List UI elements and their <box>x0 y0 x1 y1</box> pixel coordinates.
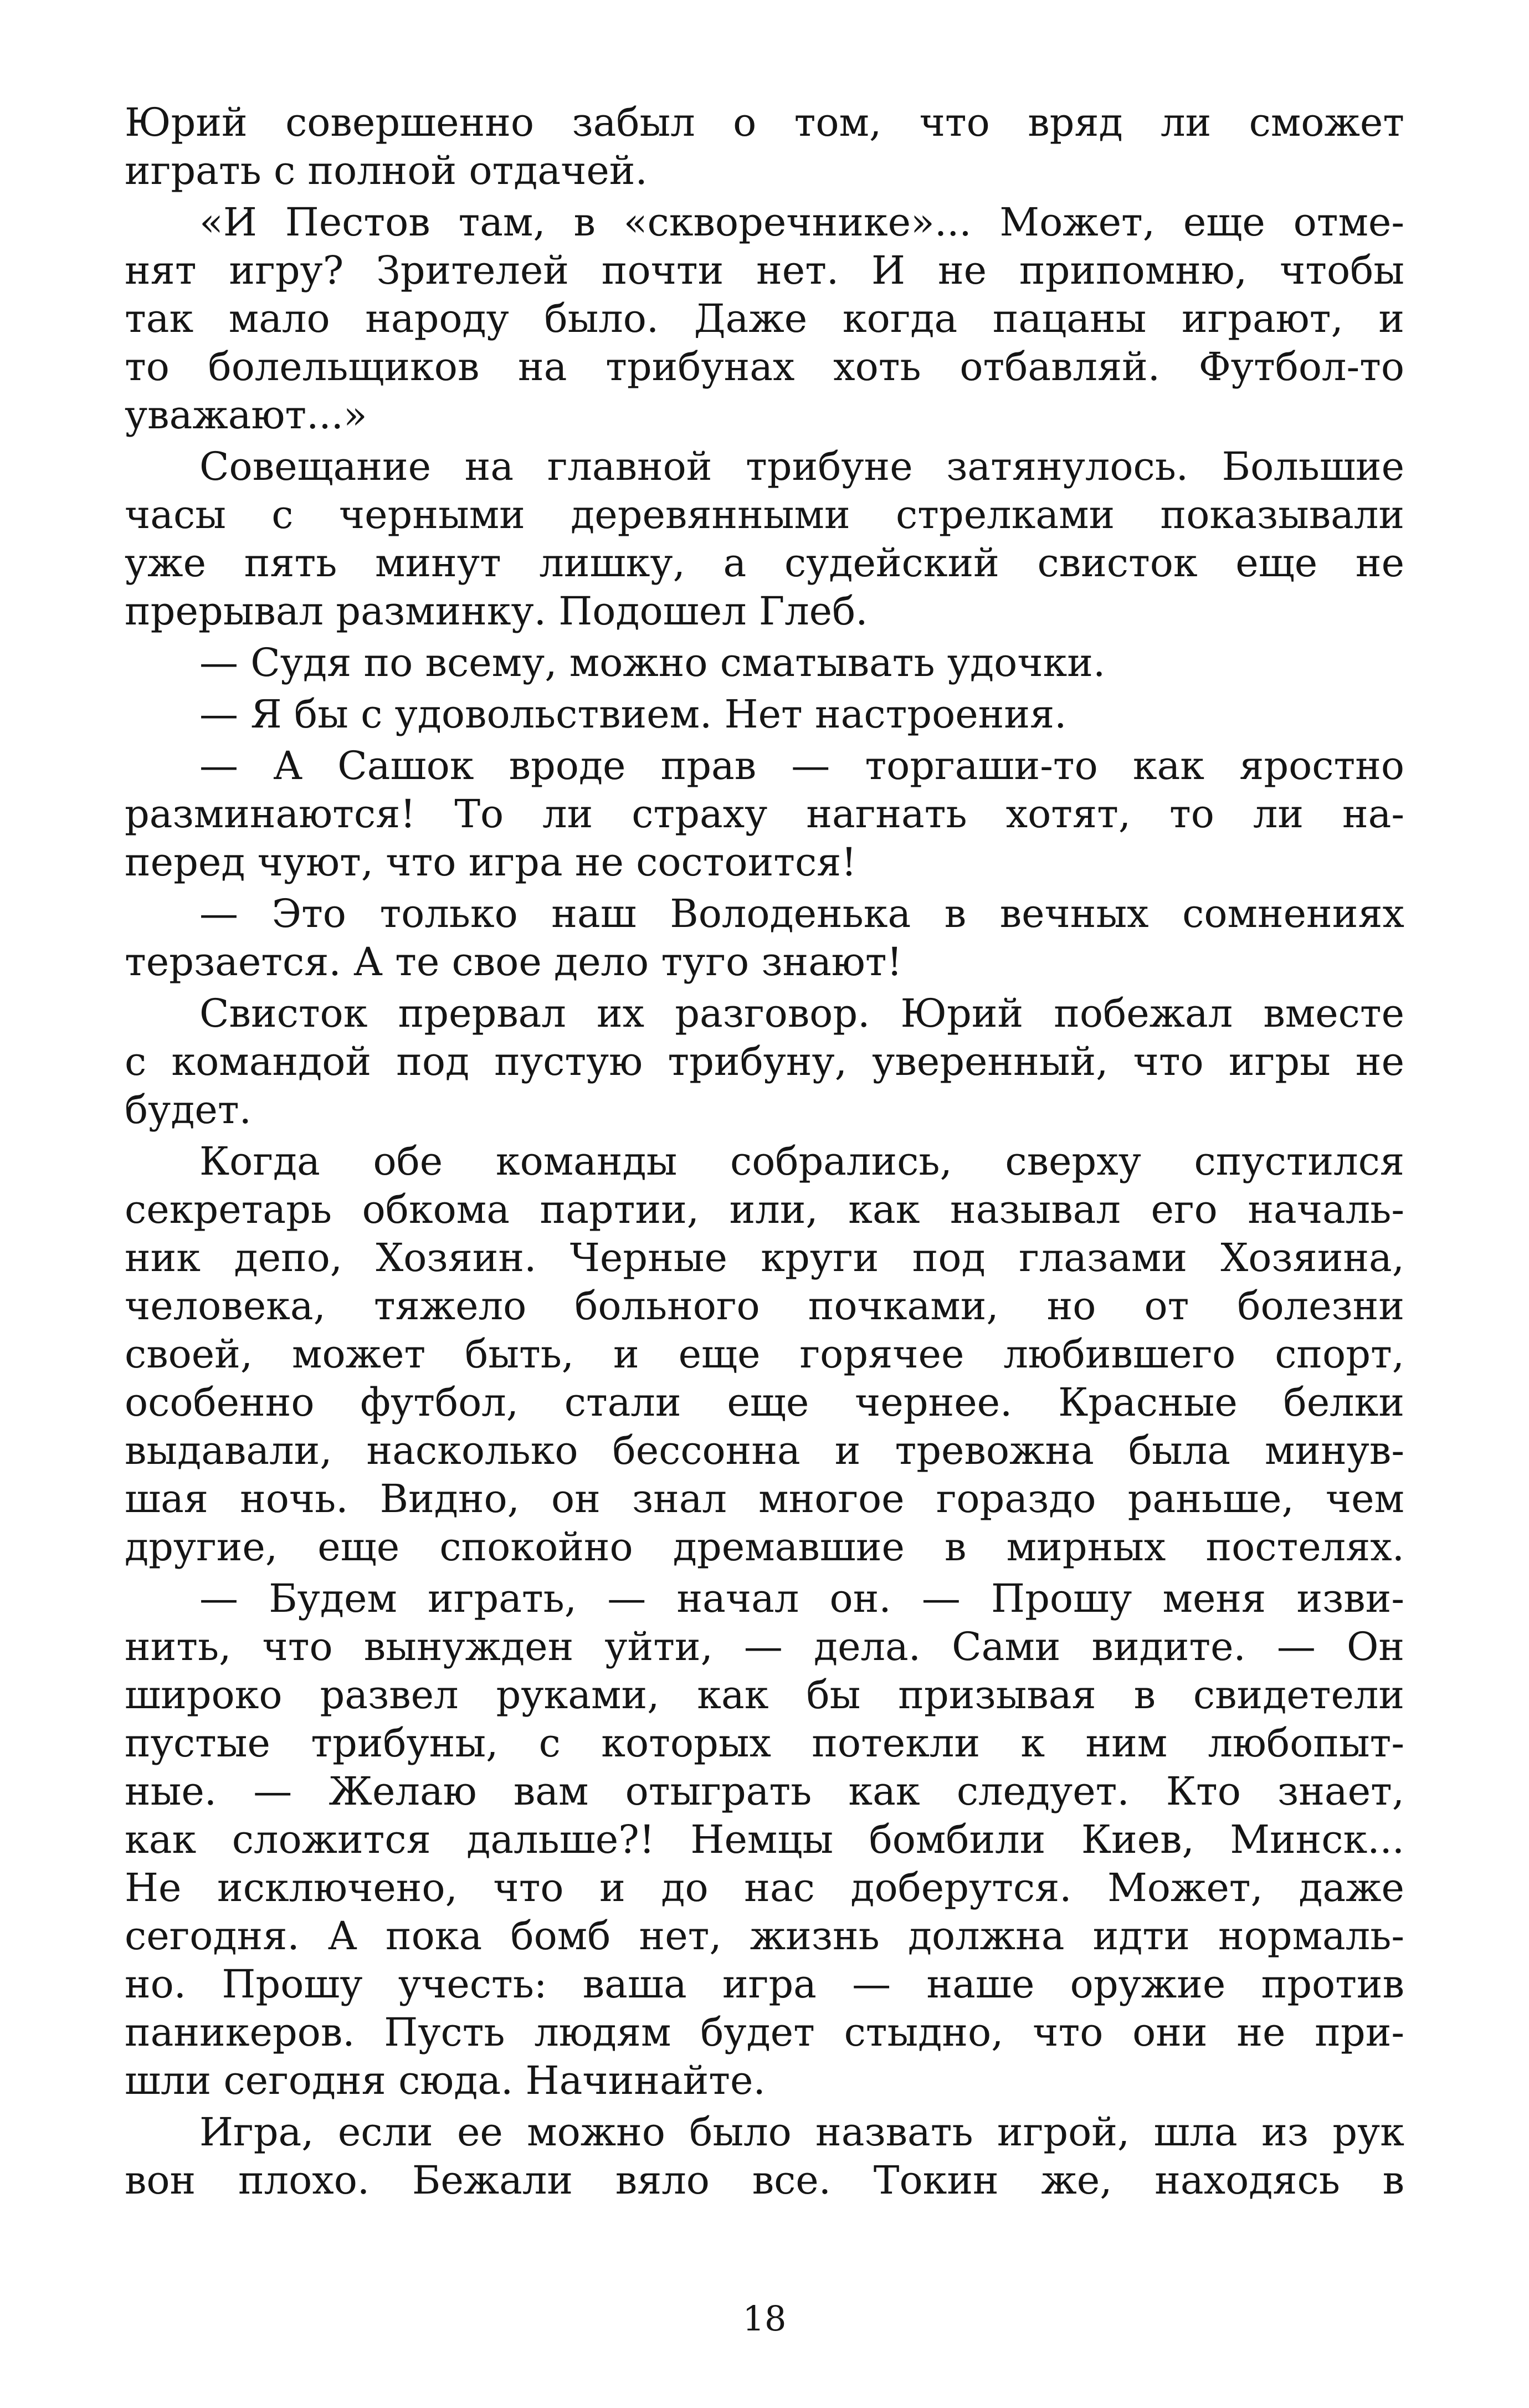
text-line: «И Пестов там, в «скворечнике»... Может, еще отме- <box>199 199 1404 245</box>
text-line: широко развел руками, как бы призывая в свидетели <box>125 1672 1404 1718</box>
text-line: ник депо, Хозяин. Черные круги под глазами Хозяина, <box>125 1235 1404 1280</box>
text-line: сегодня. А пока бомб нет, жизнь должна идти нормаль- <box>125 1913 1404 1959</box>
text-line: ные. — Желаю вам отыграть как следует. Кто знает, <box>125 1769 1404 1814</box>
text-line: — Я бы с удовольствием. Нет настроения. <box>199 691 1067 737</box>
text-line: шая ночь. Видно, он знал многое гораздо раньше, чем <box>125 1476 1404 1521</box>
text-line: Не исключено, что и до нас доберутся. Может, даже <box>125 1865 1404 1910</box>
text-line: — Это только наш Володенька в вечных сомнениях <box>199 891 1404 936</box>
text-line: с командой под пустую трибуну, уверенный, что игры не <box>125 1039 1404 1084</box>
text-line: паникеров. Пусть людям будет стыдно, что они не при- <box>125 2010 1404 2055</box>
page-number: 18 <box>742 2298 787 2339</box>
text-line: терзается. А те свое дело туго знают! <box>125 939 902 985</box>
text-line: вон плохо. Бежали вяло все. Токин же, находясь в <box>125 2158 1404 2203</box>
text-line: нят игру? Зрителей почти нет. И не припомню, чтобы <box>125 248 1404 293</box>
text-line: Свисток прервал их разговор. Юрий побежал вместе <box>199 991 1404 1036</box>
text-line: — А Сашок вроде прав — торгаши-то как яростно <box>199 743 1404 788</box>
text-line: человека, тяжело больного почками, но от болезни <box>125 1283 1404 1329</box>
text-line: своей, может быть, и еще горячее любившего спорт, <box>125 1331 1404 1377</box>
text-line: Игра, если ее можно было назвать игрой, шла из рук <box>199 2109 1404 2155</box>
text-line: пустые трибуны, с которых потекли к ним любопыт- <box>125 1720 1404 1766</box>
text-line: как сложится дальше?! Немцы бомбили Киев, Минск... <box>125 1817 1404 1862</box>
text-line: часы с черными деревянными стрелками показывали <box>125 492 1404 537</box>
text-line: уважают...» <box>125 392 367 438</box>
text-line: то болельщиков на трибунах хоть отбавляй. Футбол-то <box>125 344 1404 390</box>
text-line: перед чуют, что игра не состоится! <box>125 839 857 885</box>
text-line: разминаются! То ли страху нагнать хотят, то ли на- <box>125 791 1404 837</box>
text-line: — Будем играть, — начал он. — Прошу меня изви- <box>199 1576 1404 1621</box>
text-line: так мало народу было. Даже когда пацаны играют, и <box>125 296 1404 341</box>
text-page <box>125 99 1404 2293</box>
text-line: — Судя по всему, можно сматывать удочки. <box>199 640 1106 685</box>
text-line: секретарь обкома партии, или, как называл его началь- <box>125 1187 1404 1232</box>
text-line: другие, еще спокойно дремавшие в мирных постелях. <box>125 1524 1404 1570</box>
text-line: Когда обе команды собрались, сверху спустился <box>199 1139 1404 1184</box>
text-line: шли сегодня сюда. Начинайте. <box>125 2058 766 2103</box>
text-line: Юрий совершенно забыл о том, что вряд ли сможет <box>125 100 1404 145</box>
text-line: выдавали, насколько бессонна и тревожна была минув- <box>125 1428 1404 1473</box>
text-line: играть с полной отдачей. <box>125 148 648 193</box>
text-line: но. Прошу учесть: ваша игра — наше оружие против <box>125 1961 1404 2007</box>
text-line: Совещание на главной трибуне затянулось. Большие <box>199 444 1404 489</box>
text-line: будет. <box>125 1087 252 1133</box>
text-line: уже пять минут лишку, а судейский свисток еще не <box>125 540 1404 586</box>
text-line: прерывал разминку. Подошел Глеб. <box>125 588 868 634</box>
text-line: особенно футбол, стали еще чернее. Красные белки <box>125 1380 1404 1425</box>
text-line: нить, что вынужден уйти, — дела. Сами видите. — Он <box>125 1624 1404 1669</box>
